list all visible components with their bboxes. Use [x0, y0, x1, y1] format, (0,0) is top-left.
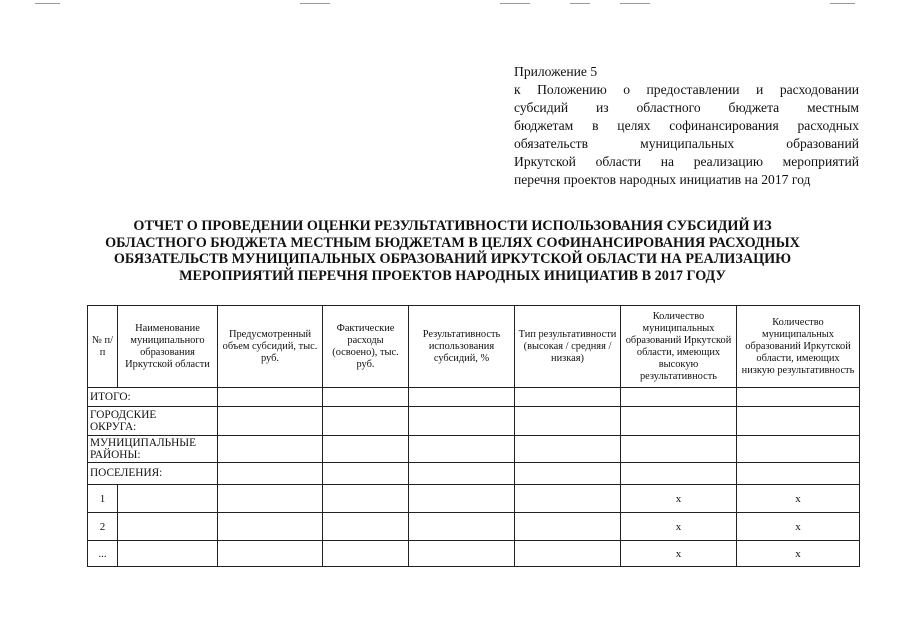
- table-cell: [737, 407, 860, 436]
- table-cell: [621, 436, 737, 463]
- report-title-line: ОБЯЗАТЕЛЬСТВ МУНИЦИПАЛЬНЫХ ОБРАЗОВАНИЙ ИРКУТСКОЙ ОБЛАСТИ НА РЕАЛИЗАЦИЮ: [113, 251, 792, 267]
- table-cell: [323, 407, 409, 436]
- section-label: ГОРОДСКИЕ ОКРУГА:: [88, 407, 218, 436]
- table-cell: [409, 388, 515, 407]
- scan-artifact-line: [570, 3, 590, 4]
- table-cell: [737, 436, 860, 463]
- table-cell: [621, 463, 737, 485]
- appendix-text-line: к Положению о предоставлении и расходовании: [514, 82, 859, 97]
- col-header-high-count: Количество муниципальных образований Иркутской области, имеющих высокую результативность: [621, 306, 737, 388]
- table-cell: [409, 513, 515, 541]
- table-cell: [118, 541, 218, 567]
- report-title: [60, 218, 845, 284]
- appendix-number: Приложение 5: [514, 64, 598, 79]
- table-cell: [218, 436, 323, 463]
- row-number: 1: [88, 485, 118, 513]
- appendix-note: [514, 63, 859, 189]
- report-table: [87, 305, 860, 567]
- high-count-cell: x: [621, 513, 737, 541]
- report-title-line: МЕРОПРИЯТИЙ ПЕРЕЧНЯ ПРОЕКТОВ НАРОДНЫХ ИНИЦИАТИВ В 2017 ГОДУ: [179, 267, 726, 284]
- table-cell: [323, 541, 409, 567]
- row-number: ...: [88, 541, 118, 567]
- col-header-planned-subsidy: Предусмотренный объем субсидий, тыс. руб.: [218, 306, 323, 388]
- low-count-cell: x: [737, 541, 860, 567]
- table-cell: [515, 541, 621, 567]
- appendix-text-line: обязательств муниципальных образований: [514, 136, 859, 151]
- section-label: ИТОГО:: [88, 388, 218, 407]
- table-cell: [515, 407, 621, 436]
- col-header-effectiveness-percent: Результативность использования субсидий, %: [409, 306, 515, 388]
- report-title-line: ОБЛАСТНОГО БЮДЖЕТА МЕСТНЫМ БЮДЖЕТАМ В ЦЕЛЯХ СОФИНАНСИРОВАНИЯ РАСХОДНЫХ: [105, 234, 800, 251]
- section-label: МУНИЦИПАЛЬНЫЕ РАЙОНЫ:: [88, 436, 218, 463]
- table-cell: [323, 485, 409, 513]
- table-cell: [218, 485, 323, 513]
- scan-artifact-line: [500, 3, 530, 4]
- section-row-municipal-districts: [88, 436, 860, 463]
- scan-artifact-line: [300, 3, 330, 4]
- col-header-low-count: Количество муниципальных образований Иркутской области, имеющих низкую результативность: [737, 306, 860, 388]
- table-row: [88, 541, 860, 567]
- low-count-cell: x: [737, 513, 860, 541]
- col-header-actual-expenses: Фактические расходы (освоено), тыс. руб.: [323, 306, 409, 388]
- table-row: [88, 485, 860, 513]
- table-cell: [218, 513, 323, 541]
- scan-artifact-line: [620, 3, 650, 4]
- scan-artifact-line: [830, 3, 855, 4]
- low-count-cell: x: [737, 485, 860, 513]
- table-cell: [621, 388, 737, 407]
- table-header-row: [88, 306, 860, 388]
- col-header-municipality: Наименование муниципального образования Иркутской области: [118, 306, 218, 388]
- table-cell: [515, 485, 621, 513]
- section-row-total: [88, 388, 860, 407]
- table-row: [88, 513, 860, 541]
- report-title-line: ОТЧЕТ О ПРОВЕДЕНИИ ОЦЕНКИ РЕЗУЛЬТАТИВНОСТИ ИСПОЛЬЗОВАНИЯ СУБСИДИЙ ИЗ: [133, 218, 772, 234]
- table-cell: [409, 541, 515, 567]
- scan-artifact-line: [35, 3, 60, 4]
- table-cell: [737, 463, 860, 485]
- table-cell: [218, 463, 323, 485]
- table-cell: [515, 388, 621, 407]
- table-cell: [118, 513, 218, 541]
- table-cell: [323, 388, 409, 407]
- row-number: 2: [88, 513, 118, 541]
- table-cell: [621, 407, 737, 436]
- appendix-text-line: перечня проектов народных инициатив на 2017 год: [514, 172, 811, 187]
- table-cell: [218, 407, 323, 436]
- table-cell: [323, 463, 409, 485]
- table-cell: [323, 436, 409, 463]
- table-cell: [409, 407, 515, 436]
- table-cell: [323, 513, 409, 541]
- table-cell: [409, 485, 515, 513]
- appendix-text-line: Иркутской области на реализацию мероприятий: [514, 154, 859, 169]
- section-row-city-districts: [88, 407, 860, 436]
- table-cell: [515, 436, 621, 463]
- col-header-effectiveness-type: Тип результативности (высокая / средняя / низкая): [515, 306, 621, 388]
- table-cell: [218, 388, 323, 407]
- high-count-cell: x: [621, 541, 737, 567]
- table-cell: [409, 463, 515, 485]
- section-label: ПОСЕЛЕНИЯ:: [88, 463, 218, 485]
- appendix-text-line: бюджетам в целях софинансирования расходных: [514, 118, 859, 133]
- table-cell: [515, 513, 621, 541]
- table-cell: [409, 436, 515, 463]
- appendix-text-line: субсидий из областного бюджета местным: [514, 100, 859, 115]
- col-header-number: № п/п: [88, 306, 118, 388]
- section-row-settlements: [88, 463, 860, 485]
- table-cell: [118, 485, 218, 513]
- table-cell: [515, 463, 621, 485]
- high-count-cell: x: [621, 485, 737, 513]
- table-cell: [737, 388, 860, 407]
- table-cell: [218, 541, 323, 567]
